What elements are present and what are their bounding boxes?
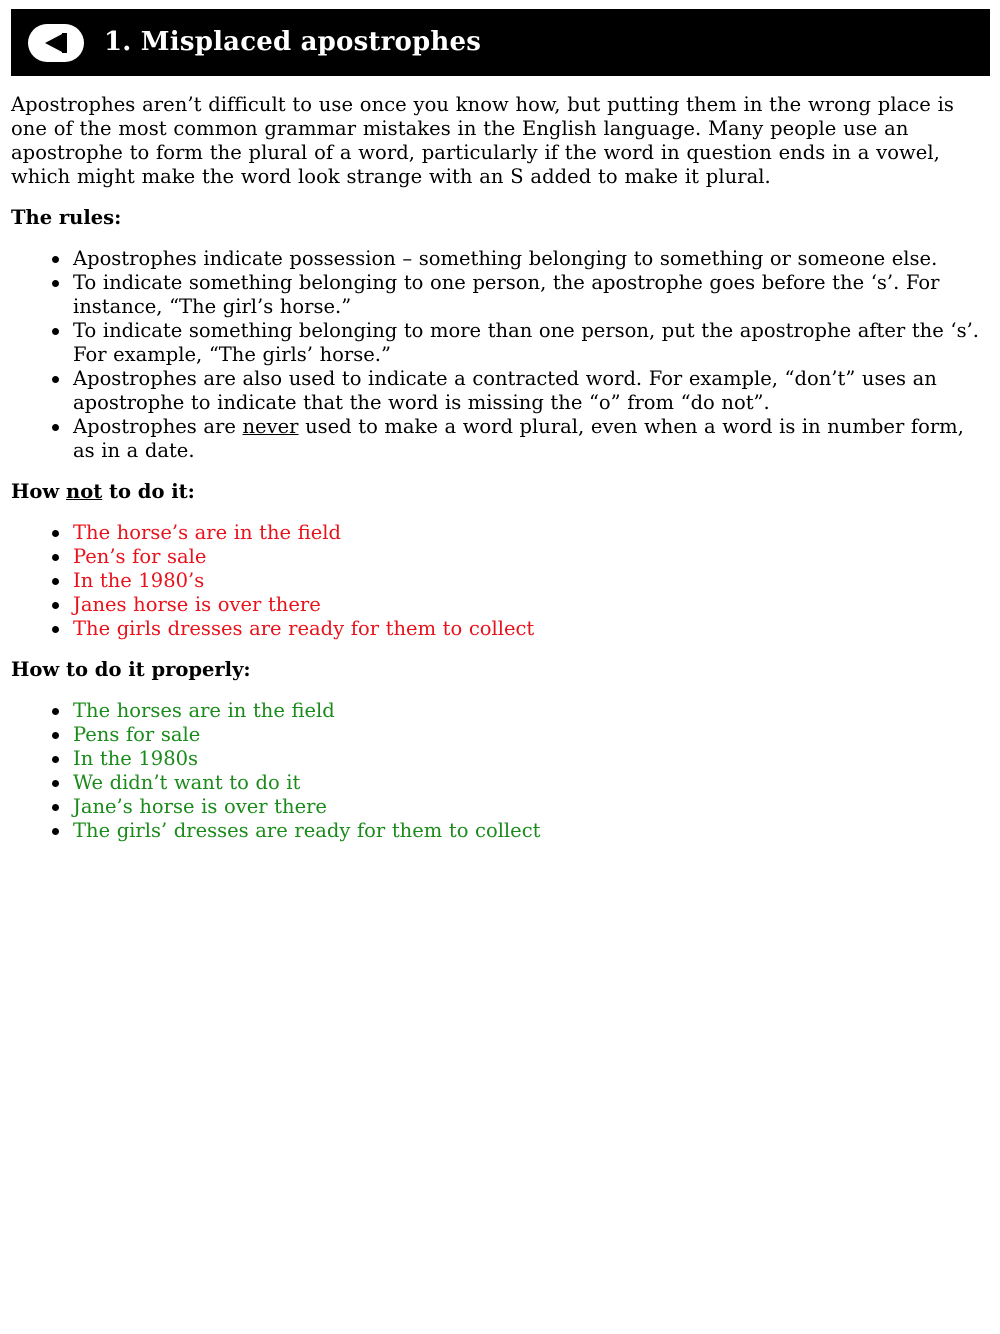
article-content [11,93,981,843]
header-bar [11,9,990,76]
intro-paragraph: Apostrophes aren’t difficult to use once you know how, but putting them in the wrong place is one of the most common grammar mistakes in the English language. Many people use an apostrophe to form the plural of a word, particularly if the word in question ends in a vowel, which might make the word look strange with an S added to make it plural. [11,93,954,188]
wrong-example-item: The girls dresses are ready for them to collect [73,617,981,641]
rule-item-text: Apostrophes are [73,415,243,438]
rule-item: Apostrophes indicate possession – something belonging to something or someone else. [73,247,981,271]
wrong-example-item: Janes horse is over there [73,593,981,617]
page-title: 1. Misplaced apostrophes [104,27,482,57]
wrong-example-item: In the 1980’s [73,569,981,593]
wrong-heading [11,480,981,504]
rules-heading: The rules: [11,206,122,229]
rules-list [11,247,981,463]
right-example-item: In the 1980s [73,747,981,771]
right-example-item: Pens for sale [73,723,981,747]
wrong-example-item: The horse’s are in the field [73,521,981,545]
never-emphasis: never [242,415,299,438]
rule-item [73,415,981,463]
wrong-heading-text: to do it: [102,480,195,503]
right-example-item: We didn’t want to do it [73,771,981,795]
wrong-example-item: Pen’s for sale [73,545,981,569]
right-example-item: The horses are in the field [73,699,981,723]
right-examples-list [11,699,981,843]
right-example-item: Jane’s horse is over there [73,795,981,819]
rule-item: To indicate something belonging to more than one person, put the apostrophe after the ‘s’. For example, “The girls’ horse.” [73,319,981,367]
not-emphasis: not [66,480,103,503]
wrong-examples-list [11,521,981,641]
right-heading: How to do it properly: [11,658,251,681]
right-example-item: The girls’ dresses are ready for them to collect [73,819,981,843]
wrong-heading-text: How [11,480,67,503]
back-button[interactable] [28,24,84,62]
back-arrow-icon [28,24,84,62]
rule-item-text: used to make a word plural, even when a word is in number form, as in a date. [73,415,964,462]
rule-item: To indicate something belonging to one person, the apostrophe goes before the ‘s’. For instance, “The girl’s horse.” [73,271,981,319]
rule-item: Apostrophes are also used to indicate a contracted word. For example, “don’t” uses an apostrophe to indicate that the word is missing the “o” from “do not”. [73,367,981,415]
